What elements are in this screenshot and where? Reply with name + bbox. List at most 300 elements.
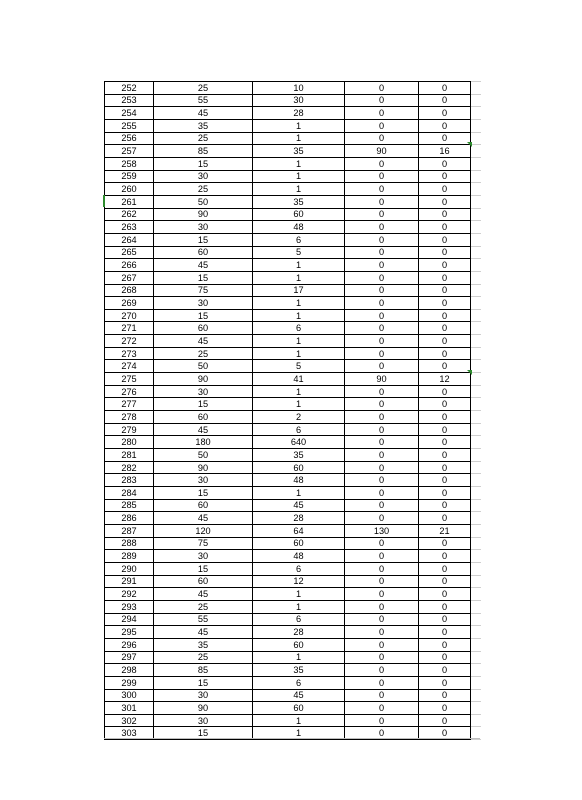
table-cell-col_e[interactable]: 0 xyxy=(419,360,471,373)
table-cell-col_b[interactable]: 55 xyxy=(154,613,253,626)
table-cell-col_b[interactable]: 50 xyxy=(154,195,253,208)
table-cell-col_c[interactable]: 35 xyxy=(253,145,345,158)
table-cell-empty[interactable] xyxy=(471,702,481,715)
table-cell-empty[interactable] xyxy=(471,347,481,360)
table-cell-col_b[interactable]: 60 xyxy=(154,322,253,335)
table-cell-col_e[interactable]: 0 xyxy=(419,714,471,727)
table-cell-id[interactable]: 303 xyxy=(105,727,154,740)
table-cell-col_e[interactable]: 0 xyxy=(419,562,471,575)
table-cell-col_c[interactable]: 640 xyxy=(253,436,345,449)
table-cell-col_d[interactable]: 0 xyxy=(345,436,419,449)
table-cell-empty[interactable] xyxy=(471,575,481,588)
table-cell-col_d[interactable]: 0 xyxy=(345,613,419,626)
table-cell-col_e[interactable]: 0 xyxy=(419,347,471,360)
table-cell-id[interactable]: 300 xyxy=(105,689,154,702)
table-cell-col_c[interactable]: 45 xyxy=(253,499,345,512)
table-cell-id[interactable]: 267 xyxy=(105,271,154,284)
table-cell-col_c[interactable]: 64 xyxy=(253,524,345,537)
table-cell-col_e[interactable]: 0 xyxy=(419,246,471,259)
table-cell-col_b[interactable]: 25 xyxy=(154,347,253,360)
table-cell-empty[interactable] xyxy=(471,449,481,462)
table-cell-col_c[interactable]: 41 xyxy=(253,373,345,386)
table-cell-col_d[interactable]: 0 xyxy=(345,499,419,512)
table-cell-col_b[interactable]: 25 xyxy=(154,82,253,95)
table-cell-col_c[interactable]: 6 xyxy=(253,423,345,436)
table-cell-id[interactable]: 289 xyxy=(105,550,154,563)
table-cell-col_b[interactable]: 15 xyxy=(154,727,253,740)
table-cell-col_b[interactable]: 30 xyxy=(154,714,253,727)
table-cell-col_c[interactable]: 6 xyxy=(253,676,345,689)
table-cell-id[interactable]: 252 xyxy=(105,82,154,95)
table-cell-id[interactable]: 296 xyxy=(105,638,154,651)
table-cell-col_c[interactable]: 5 xyxy=(253,246,345,259)
table-cell-col_d[interactable]: 0 xyxy=(345,676,419,689)
table-cell-id[interactable]: 254 xyxy=(105,107,154,120)
table-cell-col_b[interactable]: 75 xyxy=(154,284,253,297)
table-cell-id[interactable]: 281 xyxy=(105,449,154,462)
table-cell-id[interactable]: 276 xyxy=(105,385,154,398)
table-cell-id[interactable]: 288 xyxy=(105,537,154,550)
table-cell-col_b[interactable]: 25 xyxy=(154,651,253,664)
table-cell-col_d[interactable]: 0 xyxy=(345,107,419,120)
table-cell-col_c[interactable]: 1 xyxy=(253,183,345,196)
table-cell-col_c[interactable]: 1 xyxy=(253,119,345,132)
table-cell-col_e[interactable]: 0 xyxy=(419,499,471,512)
table-cell-col_b[interactable]: 15 xyxy=(154,271,253,284)
table-cell-empty[interactable] xyxy=(471,651,481,664)
table-cell-id[interactable]: 298 xyxy=(105,664,154,677)
table-cell-col_d[interactable]: 0 xyxy=(345,360,419,373)
table-cell-col_b[interactable]: 50 xyxy=(154,360,253,373)
table-cell-col_d[interactable]: 0 xyxy=(345,259,419,272)
table-cell-empty[interactable] xyxy=(471,246,481,259)
table-cell-col_e[interactable]: 0 xyxy=(419,82,471,95)
table-cell-col_b[interactable]: 45 xyxy=(154,588,253,601)
table-cell-col_b[interactable]: 45 xyxy=(154,423,253,436)
table-cell-col_d[interactable]: 0 xyxy=(345,322,419,335)
table-cell-col_e[interactable]: 0 xyxy=(419,676,471,689)
table-cell-col_b[interactable]: 60 xyxy=(154,499,253,512)
table-cell-id[interactable]: 255 xyxy=(105,119,154,132)
table-cell-col_c[interactable]: 1 xyxy=(253,271,345,284)
table-cell-empty[interactable] xyxy=(471,271,481,284)
table-cell-empty[interactable] xyxy=(471,423,481,436)
table-cell-col_d[interactable]: 0 xyxy=(345,727,419,740)
table-cell-empty[interactable] xyxy=(471,183,481,196)
table-cell-empty[interactable] xyxy=(471,335,481,348)
table-cell-empty[interactable] xyxy=(471,550,481,563)
table-cell-empty[interactable] xyxy=(471,689,481,702)
table-cell-empty[interactable] xyxy=(471,676,481,689)
table-cell-col_d[interactable]: 0 xyxy=(345,132,419,145)
table-cell-col_c[interactable]: 1 xyxy=(253,487,345,500)
table-cell-col_d[interactable]: 0 xyxy=(345,411,419,424)
table-cell-col_d[interactable]: 0 xyxy=(345,626,419,639)
table-cell-col_b[interactable]: 30 xyxy=(154,297,253,310)
table-cell-empty[interactable] xyxy=(471,499,481,512)
table-cell-col_e[interactable]: 0 xyxy=(419,626,471,639)
table-cell-id[interactable]: 302 xyxy=(105,714,154,727)
table-cell-col_d[interactable]: 0 xyxy=(345,588,419,601)
table-cell-id[interactable]: 294 xyxy=(105,613,154,626)
table-cell-empty[interactable] xyxy=(471,638,481,651)
table-cell-col_d[interactable]: 0 xyxy=(345,550,419,563)
table-cell-col_e[interactable]: 0 xyxy=(419,335,471,348)
table-cell-col_b[interactable]: 15 xyxy=(154,309,253,322)
table-cell-col_c[interactable]: 60 xyxy=(253,208,345,221)
table-cell-col_e[interactable]: 0 xyxy=(419,550,471,563)
table-cell-id[interactable]: 265 xyxy=(105,246,154,259)
table-cell-col_b[interactable]: 90 xyxy=(154,461,253,474)
table-cell-col_d[interactable]: 0 xyxy=(345,638,419,651)
table-cell-empty[interactable] xyxy=(471,360,481,373)
table-cell-col_e[interactable]: 16 xyxy=(419,145,471,158)
table-cell-empty[interactable] xyxy=(471,145,481,158)
table-cell-col_c[interactable]: 1 xyxy=(253,132,345,145)
table-cell-col_c[interactable]: 1 xyxy=(253,727,345,740)
table-cell-col_b[interactable]: 25 xyxy=(154,132,253,145)
table-cell-empty[interactable] xyxy=(471,385,481,398)
table-cell-col_e[interactable]: 0 xyxy=(419,271,471,284)
table-cell-empty[interactable] xyxy=(471,208,481,221)
table-cell-id[interactable]: 278 xyxy=(105,411,154,424)
table-cell-empty[interactable] xyxy=(471,411,481,424)
table-cell-empty[interactable] xyxy=(471,626,481,639)
table-cell-empty[interactable] xyxy=(471,474,481,487)
table-cell-col_b[interactable]: 30 xyxy=(154,221,253,234)
table-cell-col_e[interactable]: 0 xyxy=(419,537,471,550)
table-cell-empty[interactable] xyxy=(471,588,481,601)
table-cell-id[interactable]: 293 xyxy=(105,600,154,613)
table-cell-col_b[interactable]: 15 xyxy=(154,676,253,689)
table-cell-empty[interactable] xyxy=(471,297,481,310)
table-cell-col_e[interactable]: 0 xyxy=(419,385,471,398)
table-cell-col_d[interactable]: 0 xyxy=(345,246,419,259)
table-cell-empty[interactable] xyxy=(471,512,481,525)
table-cell-col_b[interactable]: 25 xyxy=(154,600,253,613)
table-cell-id[interactable]: 285 xyxy=(105,499,154,512)
table-cell-col_d[interactable]: 0 xyxy=(345,385,419,398)
table-cell-col_b[interactable]: 85 xyxy=(154,145,253,158)
table-cell-col_e[interactable]: 0 xyxy=(419,588,471,601)
table-cell-col_c[interactable]: 1 xyxy=(253,347,345,360)
table-cell-col_d[interactable]: 0 xyxy=(345,562,419,575)
table-cell-col_d[interactable]: 0 xyxy=(345,157,419,170)
table-cell-col_b[interactable]: 15 xyxy=(154,562,253,575)
table-cell-empty[interactable] xyxy=(471,94,481,107)
table-cell-col_e[interactable]: 0 xyxy=(419,195,471,208)
table-cell-id[interactable]: 256 xyxy=(105,132,154,145)
table-cell-empty[interactable] xyxy=(471,132,481,145)
table-cell-id[interactable]: 274 xyxy=(105,360,154,373)
table-cell-col_e[interactable]: 0 xyxy=(419,411,471,424)
table-cell-col_e[interactable]: 0 xyxy=(419,284,471,297)
table-cell-col_e[interactable]: 12 xyxy=(419,373,471,386)
table-cell-col_b[interactable]: 55 xyxy=(154,94,253,107)
table-cell-id[interactable]: 264 xyxy=(105,233,154,246)
table-cell-col_d[interactable]: 0 xyxy=(345,284,419,297)
table-cell-col_d[interactable]: 0 xyxy=(345,183,419,196)
table-cell-col_c[interactable]: 1 xyxy=(253,335,345,348)
table-cell-col_e[interactable]: 0 xyxy=(419,638,471,651)
table-cell-col_d[interactable]: 130 xyxy=(345,524,419,537)
table-cell-col_c[interactable]: 48 xyxy=(253,474,345,487)
table-cell-empty[interactable] xyxy=(471,664,481,677)
table-cell-col_d[interactable]: 0 xyxy=(345,195,419,208)
table-cell-empty[interactable] xyxy=(471,537,481,550)
table-cell-col_b[interactable]: 60 xyxy=(154,411,253,424)
table-cell-id[interactable]: 280 xyxy=(105,436,154,449)
table-cell-col_b[interactable]: 30 xyxy=(154,170,253,183)
table-cell-col_b[interactable]: 120 xyxy=(154,524,253,537)
table-cell-col_c[interactable]: 60 xyxy=(253,461,345,474)
table-cell-empty[interactable] xyxy=(471,195,481,208)
table-cell-empty[interactable] xyxy=(471,309,481,322)
table-cell-col_c[interactable]: 6 xyxy=(253,562,345,575)
table-cell-id[interactable]: 290 xyxy=(105,562,154,575)
table-cell-col_b[interactable]: 45 xyxy=(154,512,253,525)
table-cell-id[interactable]: 261 xyxy=(105,195,154,208)
table-cell-col_d[interactable]: 0 xyxy=(345,297,419,310)
table-cell-empty[interactable] xyxy=(471,157,481,170)
table-cell-col_b[interactable]: 50 xyxy=(154,449,253,462)
table-cell-empty[interactable] xyxy=(471,373,481,386)
table-cell-empty[interactable] xyxy=(471,119,481,132)
table-cell-col_d[interactable]: 0 xyxy=(345,461,419,474)
table-cell-col_b[interactable]: 25 xyxy=(154,183,253,196)
table-cell-col_d[interactable]: 0 xyxy=(345,233,419,246)
table-cell-id[interactable]: 287 xyxy=(105,524,154,537)
table-cell-id[interactable]: 282 xyxy=(105,461,154,474)
table-cell-col_d[interactable]: 0 xyxy=(345,449,419,462)
table-cell-col_c[interactable]: 1 xyxy=(253,398,345,411)
table-cell-col_e[interactable]: 0 xyxy=(419,94,471,107)
table-cell-id[interactable]: 263 xyxy=(105,221,154,234)
table-cell-col_e[interactable]: 0 xyxy=(419,132,471,145)
table-cell-col_c[interactable]: 1 xyxy=(253,600,345,613)
table-cell-col_c[interactable]: 1 xyxy=(253,297,345,310)
table-cell-col_d[interactable]: 0 xyxy=(345,487,419,500)
table-cell-empty[interactable] xyxy=(471,562,481,575)
table-cell-col_e[interactable]: 0 xyxy=(419,170,471,183)
table-cell-col_e[interactable]: 0 xyxy=(419,727,471,740)
table-cell-col_c[interactable]: 1 xyxy=(253,157,345,170)
table-cell-col_e[interactable]: 0 xyxy=(419,157,471,170)
table-cell-col_b[interactable]: 30 xyxy=(154,385,253,398)
table-cell-col_b[interactable]: 15 xyxy=(154,398,253,411)
table-cell-id[interactable]: 286 xyxy=(105,512,154,525)
table-cell-id[interactable]: 279 xyxy=(105,423,154,436)
table-cell-col_b[interactable]: 60 xyxy=(154,575,253,588)
table-cell-col_d[interactable]: 0 xyxy=(345,398,419,411)
table-cell-empty[interactable] xyxy=(471,487,481,500)
table-cell-col_e[interactable]: 0 xyxy=(419,297,471,310)
table-cell-id[interactable]: 257 xyxy=(105,145,154,158)
table-cell-col_c[interactable]: 28 xyxy=(253,626,345,639)
table-cell-empty[interactable] xyxy=(471,714,481,727)
table-cell-col_c[interactable]: 30 xyxy=(253,94,345,107)
table-cell-empty[interactable] xyxy=(471,284,481,297)
table-cell-col_b[interactable]: 45 xyxy=(154,107,253,120)
table-cell-col_b[interactable]: 30 xyxy=(154,550,253,563)
table-cell-col_c[interactable]: 28 xyxy=(253,512,345,525)
table-cell-col_c[interactable]: 1 xyxy=(253,259,345,272)
table-cell-col_e[interactable]: 0 xyxy=(419,233,471,246)
table-cell-col_c[interactable]: 1 xyxy=(253,385,345,398)
table-cell-col_e[interactable]: 0 xyxy=(419,423,471,436)
table-cell-col_e[interactable]: 0 xyxy=(419,487,471,500)
table-cell-col_c[interactable]: 28 xyxy=(253,107,345,120)
table-cell-id[interactable]: 270 xyxy=(105,309,154,322)
table-cell-col_c[interactable]: 60 xyxy=(253,638,345,651)
table-cell-col_e[interactable]: 0 xyxy=(419,575,471,588)
table-cell-id[interactable]: 262 xyxy=(105,208,154,221)
table-cell-col_c[interactable]: 1 xyxy=(253,309,345,322)
table-cell-col_b[interactable]: 45 xyxy=(154,335,253,348)
table-cell-col_c[interactable]: 48 xyxy=(253,550,345,563)
table-cell-col_d[interactable]: 0 xyxy=(345,82,419,95)
table-cell-col_d[interactable]: 0 xyxy=(345,221,419,234)
table-cell-col_c[interactable]: 60 xyxy=(253,537,345,550)
table-cell-id[interactable]: 269 xyxy=(105,297,154,310)
table-cell-col_d[interactable]: 0 xyxy=(345,651,419,664)
table-cell-col_c[interactable]: 35 xyxy=(253,449,345,462)
table-cell-col_c[interactable]: 1 xyxy=(253,651,345,664)
table-cell-col_c[interactable]: 1 xyxy=(253,714,345,727)
table-cell-col_d[interactable]: 0 xyxy=(345,170,419,183)
table-cell-id[interactable]: 277 xyxy=(105,398,154,411)
table-cell-col_d[interactable]: 0 xyxy=(345,702,419,715)
table-cell-col_c[interactable]: 2 xyxy=(253,411,345,424)
table-cell-id[interactable]: 273 xyxy=(105,347,154,360)
table-cell-col_b[interactable]: 85 xyxy=(154,664,253,677)
table-cell-col_e[interactable]: 0 xyxy=(419,474,471,487)
table-cell-col_c[interactable]: 35 xyxy=(253,664,345,677)
table-cell-id[interactable]: 301 xyxy=(105,702,154,715)
table-cell-col_e[interactable]: 0 xyxy=(419,600,471,613)
table-cell-col_e[interactable]: 0 xyxy=(419,512,471,525)
table-cell-empty[interactable] xyxy=(471,170,481,183)
table-cell-col_b[interactable]: 15 xyxy=(154,233,253,246)
table-cell-col_b[interactable]: 35 xyxy=(154,638,253,651)
table-cell-id[interactable]: 268 xyxy=(105,284,154,297)
table-cell-col_b[interactable]: 90 xyxy=(154,373,253,386)
table-cell-col_c[interactable]: 60 xyxy=(253,702,345,715)
table-cell-id[interactable]: 291 xyxy=(105,575,154,588)
table-cell-col_d[interactable]: 0 xyxy=(345,271,419,284)
table-cell-col_c[interactable]: 12 xyxy=(253,575,345,588)
table-cell-col_e[interactable]: 0 xyxy=(419,259,471,272)
table-cell-id[interactable]: 292 xyxy=(105,588,154,601)
table-cell-col_d[interactable]: 90 xyxy=(345,145,419,158)
table-cell-col_c[interactable]: 35 xyxy=(253,195,345,208)
table-cell-empty[interactable] xyxy=(471,461,481,474)
table-cell-id[interactable]: 253 xyxy=(105,94,154,107)
table-cell-col_d[interactable]: 0 xyxy=(345,575,419,588)
table-cell-id[interactable]: 284 xyxy=(105,487,154,500)
table-cell-col_b[interactable]: 75 xyxy=(154,537,253,550)
table-cell-col_e[interactable]: 0 xyxy=(419,221,471,234)
table-cell-col_c[interactable]: 6 xyxy=(253,322,345,335)
table-cell-col_e[interactable]: 0 xyxy=(419,702,471,715)
table-cell-col_d[interactable]: 0 xyxy=(345,309,419,322)
table-cell-col_b[interactable]: 180 xyxy=(154,436,253,449)
table-cell-col_e[interactable]: 21 xyxy=(419,524,471,537)
table-cell-col_e[interactable]: 0 xyxy=(419,461,471,474)
table-cell-id[interactable]: 260 xyxy=(105,183,154,196)
table-cell-empty[interactable] xyxy=(471,398,481,411)
table-cell-empty[interactable] xyxy=(471,524,481,537)
table-cell-col_e[interactable]: 0 xyxy=(419,322,471,335)
table-cell-col_b[interactable]: 90 xyxy=(154,702,253,715)
table-cell-id[interactable]: 297 xyxy=(105,651,154,664)
table-cell-col_e[interactable]: 0 xyxy=(419,664,471,677)
table-cell-col_d[interactable]: 0 xyxy=(345,347,419,360)
table-cell-id[interactable]: 275 xyxy=(105,373,154,386)
table-cell-empty[interactable] xyxy=(471,233,481,246)
table-cell-col_d[interactable]: 0 xyxy=(345,512,419,525)
table-cell-id[interactable]: 266 xyxy=(105,259,154,272)
table-cell-col_c[interactable]: 6 xyxy=(253,233,345,246)
table-cell-col_b[interactable]: 30 xyxy=(154,474,253,487)
table-cell-col_e[interactable]: 0 xyxy=(419,208,471,221)
table-cell-col_e[interactable]: 0 xyxy=(419,689,471,702)
table-cell-col_e[interactable]: 0 xyxy=(419,183,471,196)
table-cell-col_b[interactable]: 30 xyxy=(154,689,253,702)
table-cell-empty[interactable] xyxy=(471,107,481,120)
table-cell-id[interactable]: 283 xyxy=(105,474,154,487)
table-cell-col_d[interactable]: 0 xyxy=(345,119,419,132)
table-cell-col_c[interactable]: 1 xyxy=(253,170,345,183)
table-cell-col_e[interactable]: 0 xyxy=(419,449,471,462)
table-cell-col_e[interactable]: 0 xyxy=(419,309,471,322)
table-cell-id[interactable]: 295 xyxy=(105,626,154,639)
table-cell-empty[interactable] xyxy=(471,613,481,626)
table-cell-col_b[interactable]: 60 xyxy=(154,246,253,259)
table-cell-col_d[interactable]: 0 xyxy=(345,474,419,487)
table-cell-col_d[interactable]: 0 xyxy=(345,335,419,348)
table-cell-col_c[interactable]: 48 xyxy=(253,221,345,234)
table-cell-col_c[interactable]: 1 xyxy=(253,588,345,601)
table-cell-col_e[interactable]: 0 xyxy=(419,436,471,449)
table-cell-col_e[interactable]: 0 xyxy=(419,398,471,411)
table-cell-col_d[interactable]: 0 xyxy=(345,689,419,702)
table-cell-empty[interactable] xyxy=(471,600,481,613)
table-cell-col_d[interactable]: 0 xyxy=(345,208,419,221)
table-cell-empty[interactable] xyxy=(471,259,481,272)
table-cell-id[interactable]: 272 xyxy=(105,335,154,348)
table-cell-col_e[interactable]: 0 xyxy=(419,119,471,132)
table-cell-col_b[interactable]: 45 xyxy=(154,626,253,639)
table-cell-col_d[interactable]: 90 xyxy=(345,373,419,386)
table-cell-empty[interactable] xyxy=(471,436,481,449)
table-cell-col_d[interactable]: 0 xyxy=(345,714,419,727)
table-cell-col_b[interactable]: 35 xyxy=(154,119,253,132)
table-cell-col_d[interactable]: 0 xyxy=(345,537,419,550)
table-cell-empty[interactable] xyxy=(471,322,481,335)
table-cell-id[interactable]: 271 xyxy=(105,322,154,335)
table-cell-col_d[interactable]: 0 xyxy=(345,94,419,107)
table-cell-col_c[interactable]: 45 xyxy=(253,689,345,702)
table-cell-col_e[interactable]: 0 xyxy=(419,613,471,626)
table-cell-col_b[interactable]: 90 xyxy=(154,208,253,221)
table-cell-id[interactable]: 299 xyxy=(105,676,154,689)
table-cell-col_b[interactable]: 15 xyxy=(154,157,253,170)
table-cell-col_c[interactable]: 5 xyxy=(253,360,345,373)
table-cell-col_c[interactable]: 10 xyxy=(253,82,345,95)
table-cell-col_b[interactable]: 15 xyxy=(154,487,253,500)
table-cell-col_d[interactable]: 0 xyxy=(345,423,419,436)
